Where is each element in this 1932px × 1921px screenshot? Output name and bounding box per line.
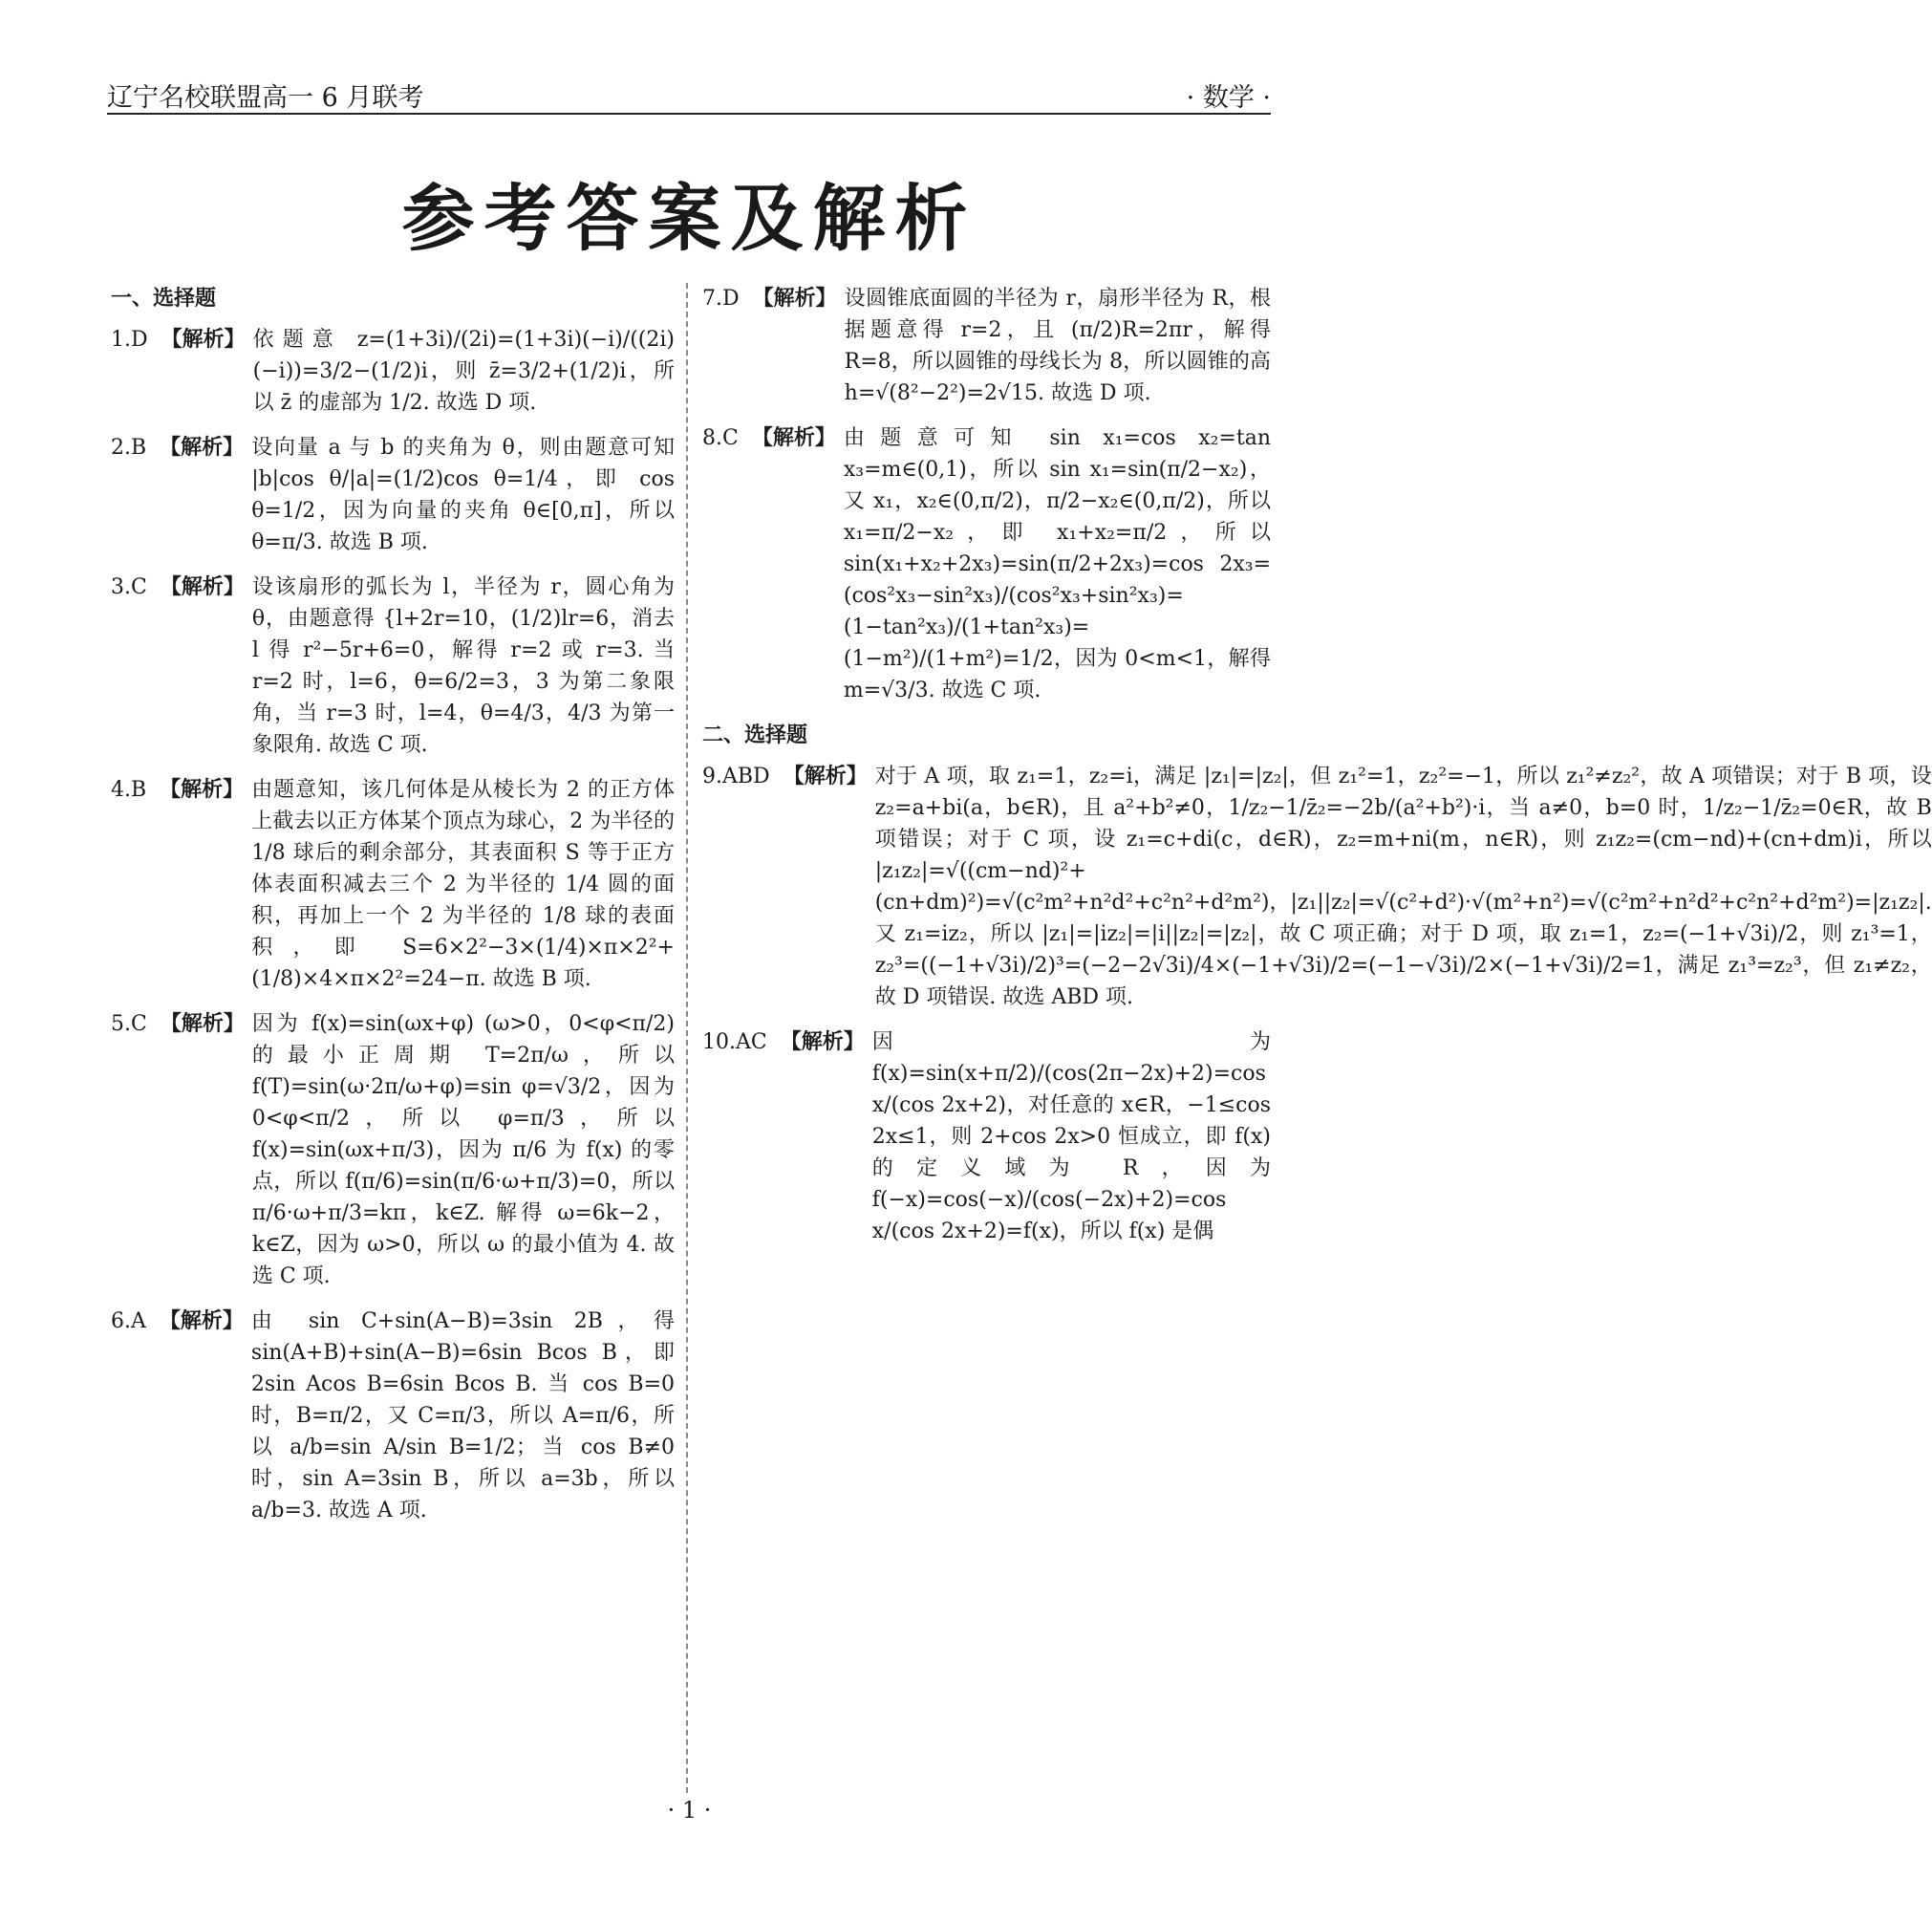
item-tag: 【解析】 <box>752 287 837 311</box>
item-text: 设圆锥底面圆的半径为 r，扇形半径为 R，根据题意得 r=2，且 (π/2)R=2πr，解得 R=8，所以圆锥的母线长为 8，所以圆锥的高 h=√(8²−2²)=2√15. 故选 D 项. <box>844 287 1271 405</box>
answer-item-6 <box>111 1306 675 1526</box>
answer-item-4 <box>111 774 675 995</box>
item-answer: AC <box>736 1030 767 1054</box>
item-tag: 【解析】 <box>160 436 245 460</box>
item-answer: C <box>131 575 147 599</box>
answer-item-1 <box>111 324 675 419</box>
answer-item-5 <box>111 1008 675 1292</box>
item-text: 由题意知，该几何体是从棱长为 2 的正方体上截去以正方体某个顶点为球心，2 为半径的 1/8 球后的剩余部分，其表面积 S 等于正方体表面积减去三个 2 为半径的 1/4 圆的面积，再加上一个 2 为半径的 1/8 球的表面积，即 S=6×2²−3×(1/4)×π×2²+(1/8)×4×π×2²=24−π. 故选 B 项. <box>251 778 675 991</box>
item-tag: 【解析】 <box>159 1309 244 1333</box>
item-tag: 【解析】 <box>783 765 868 788</box>
item-tag: 【解析】 <box>161 328 246 352</box>
page-number: · 1 · <box>667 1797 712 1824</box>
item-answer: C <box>722 426 739 450</box>
answer-item-10 <box>702 1026 1271 1247</box>
right-column <box>702 283 1932 1261</box>
section-heading-1: 一、选择题 <box>111 287 217 311</box>
answer-item-2 <box>111 432 675 558</box>
item-answer: D <box>722 287 740 311</box>
item-answer: A <box>131 1309 146 1333</box>
item-number: 4. <box>111 778 131 802</box>
left-column <box>111 283 675 1540</box>
item-text: 由题意可知 sin x₁=cos x₂=tan x₃=m∈(0,1)，所以 sin x₁=sin(π/2−x₂)，又 x₁，x₂∈(0,π/2)，π/2−x₂∈(0,π/2)，所以 x₁=π/2−x₂，即 x₁+x₂=π/2，所以 sin(x₁+x₂+2x₃)=sin(π/2+2x₃)=cos 2x₃=(cos²x₃−sin²x₃)/(cos²x₃+sin²x₃)=(1−tan²x₃)/(1+tan²x₃)=(1−m²)/(1+m²)=1/2，因为 0<m<1，解得 m=√3/3. 故选 C 项. <box>843 426 1271 702</box>
item-text: 因为 f(x)=sin(ωx+φ) (ω>0，0<φ<π/2) 的最小正周期 T=2π/ω，所以 f(T)=sin(ω·2π/ω+φ)=sin φ=√3/2，因为 0<φ<π/2，所以 φ=π/3，所以 f(x)=sin(ωx+π/3)，因为 π/6 为 f(x) 的零点，所以 f(π/6)=sin(π/6·ω+π/3)=0，所以 π/6·ω+π/3=kπ，k∈Z. 解得 ω=6k−2，k∈Z，因为 ω>0，所以 ω 的最小值为 4. 故选 C 项. <box>251 1012 675 1288</box>
item-number: 3. <box>111 575 131 599</box>
answer-item-8 <box>702 422 1271 706</box>
item-tag: 【解析】 <box>160 575 245 599</box>
item-text: 设向量 a 与 b 的夹角为 θ，则由题意可知 |b|cos θ/|a|=(1/2)cos θ=1/4，即 cos θ=1/2，因为向量的夹角 θ∈[0,π]，所以 θ=π/3. 故选 B 项. <box>251 436 675 554</box>
item-answer: D <box>131 328 148 352</box>
item-tag: 【解析】 <box>160 778 245 802</box>
item-text: 依题意 z=(1+3i)/(2i)=(1+3i)(−i)/((2i)(−i))=3/2−(1/2)i，则 z̄=3/2+(1/2)i，所以 z̄ 的虚部为 1/2. 故选 D 项. <box>252 328 675 415</box>
item-text: 设该扇形的弧长为 l，半径为 r，圆心角为 θ，由题意得 {l+2r=10，(1/2)lr=6，消去 l 得 r²−5r+6=0，解得 r=2 或 r=3. 当 r=2 时，l=6，θ=6/2=3，3 为第二象限角，当 r=3 时，l=4，θ=4/3，4/3 为第一象限角. 故选 C 项. <box>251 575 675 757</box>
item-text: 由 sin C+sin(A−B)=3sin 2B，得 sin(A+B)+sin(A−B)=6sin Bcos B，即 2sin Acos B=6sin Bcos B. 当 cos B=0 时，B=π/2，又 C=π/3，所以 A=π/6，所以 a/b=sin A/sin B=1/2；当 cos B≠0 时，sin A=3sin B，所以 a=3b，所以 a/b=3. 故选 A 项. <box>250 1309 675 1522</box>
item-answer: ABD <box>722 765 770 788</box>
page-title: 参考答案及解析 <box>401 176 977 261</box>
item-answer: B <box>131 778 147 802</box>
item-number: 9. <box>702 765 722 788</box>
item-number: 7. <box>702 287 722 311</box>
column-divider <box>686 283 688 1793</box>
subject-label: · 数学 · <box>1186 83 1271 113</box>
item-number: 6. <box>111 1309 131 1333</box>
item-number: 1. <box>111 328 131 352</box>
item-tag: 【解析】 <box>751 426 836 450</box>
answer-item-3 <box>111 572 675 761</box>
item-number: 2. <box>111 436 131 460</box>
page-header <box>107 75 1271 115</box>
item-answer: C <box>131 1012 147 1036</box>
item-text: 对于 A 项，取 z₁=1，z₂=i，满足 |z₁|=|z₂|，但 z₁²=1，z₂²=−1，所以 z₁²≠z₂²，故 A 项错误；对于 B 项，设 z₂=a+bi(a，b∈R)，且 a²+b²≠0，1/z₂−1/z̄₂=−2b/(a²+b²)·i，当 a≠0，b=0 时，1/z₂−1/z̄₂=0∈R，故 B 项错误；对于 C 项，设 z₁=c+di(c，d∈R)，z₂=m+ni(m，n∈R)，则 z₁z₂=(cm−nd)+(cn+dm)i，所以 |z₁z₂|=√((cm−nd)²+(cn+dm)²)=√(c²m²+n²d²+c²n²+d²m²)，|z₁||z₂|=√(c²+d²)·√(m²+n²)=√(c²m²+n²d²+c²n²+d²m²)=|z₁z₂|. 又 z₁=iz₂，所以 |z₁|=|iz₂|=|i||z₂|=|z₂|，故 C 项正确；对于 D 项，取 z₁=1，z₂=(−1+√3i)/2，则 z₁³=1，z₂³=((−1+√3i)/2)³=(−2−2√3i)/4×(−1+√3i)/2=(−1−√3i)/2×(−1+√3i)/2=1，满足 z₁³=z₂³，但 z₁≠z₂，故 D 项错误. 故选 ABD 项. <box>874 765 1932 1009</box>
item-number: 10. <box>702 1030 736 1054</box>
exam-name: 辽宁名校联盟高一 6 月联考 <box>107 83 424 113</box>
item-number: 5. <box>111 1012 131 1036</box>
item-answer: B <box>131 436 147 460</box>
item-tag: 【解析】 <box>160 1012 245 1036</box>
item-tag: 【解析】 <box>780 1030 865 1054</box>
answer-item-7 <box>702 283 1271 409</box>
item-number: 8. <box>702 426 722 450</box>
section-heading-2: 二、选择题 <box>702 723 808 747</box>
item-text: 因为 f(x)=sin(x+π/2)/(cos(2π−2x)+2)=cos x/(cos 2x+2)，对任意的 x∈R，−1≤cos 2x≤1，则 2+cos 2x>0 恒成立，即 f(x) 的定义域为 R，因为 f(−x)=cos(−x)/(cos(−2x)+2)=cos x/(cos 2x+2)=f(x)，所以 f(x) 是偶 <box>871 1030 1271 1243</box>
answer-item-9 <box>702 761 1932 1013</box>
